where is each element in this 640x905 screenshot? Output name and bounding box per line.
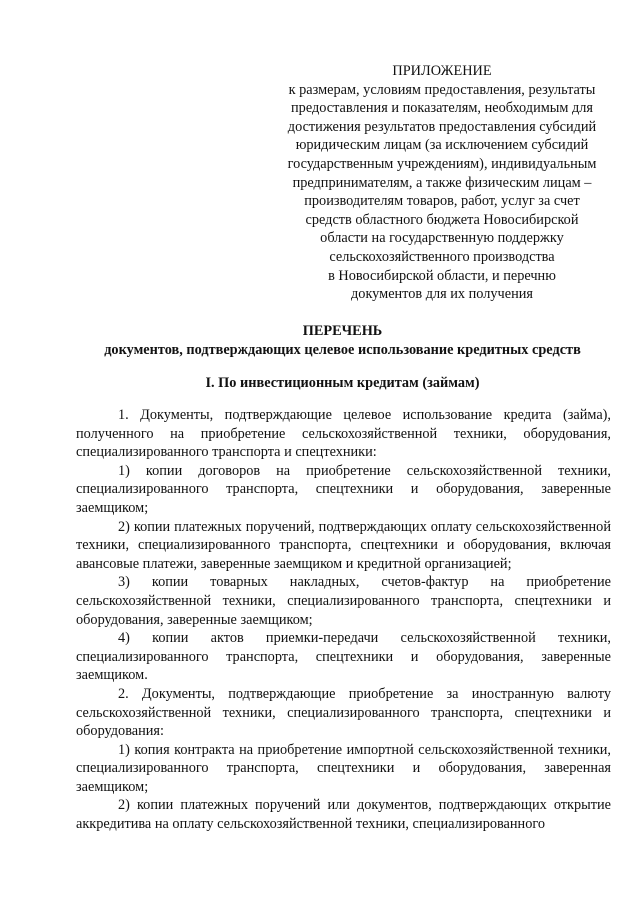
appendix-line: государственным учреждениям), индивидуальным (287, 155, 597, 172)
appendix-line: в Новосибирской области, и перечню (328, 267, 556, 284)
paragraph: 1) копии договоров на приобретение сельскохозяйственной техники, специализированного транспорта, спецтехники и оборудования, заверенные заемщиком; (76, 462, 611, 516)
appendix-line: юридическим лицам (за исключением субсидий (295, 137, 589, 154)
appendix-line: предоставления и показателям, необходимым для (291, 100, 593, 117)
document-body (76, 406, 611, 834)
heading-title: ПЕРЕЧЕНЬ (302, 323, 383, 339)
paragraph: 4) копии актов приемки-передачи сельскохозяйственной техники, специализированного транспорта, спецтехники и оборудования, заверенные заемщиком. (76, 630, 611, 684)
paragraph: 2) копии платежных поручений, подтверждающих оплату сельскохозяйственной техники, специализированного транспорта, спецтехники и оборудования, включая авансовые платежи, заверенные заемщиком и кредитной организацией; (76, 518, 611, 572)
appendix-line: к размерам, условиям предоставления, результаты (288, 81, 596, 98)
appendix-line: сельскохозяйственного производства (329, 248, 555, 265)
appendix-line: достижения результатов предоставления субсидий (287, 118, 597, 135)
paragraph: 3) копии товарных накладных, счетов-фактур на приобретение сельскохозяйственной техники, специализированного транспорта, спецтехники и оборудования, заверенные заемщиком; (76, 574, 611, 628)
heading-subtitle: документов, подтверждающих целевое использование кредитных средств (104, 341, 581, 358)
appendix-line: производителям товаров, работ, услуг за счет (304, 193, 580, 210)
section-title: I. По инвестиционным кредитам (займам) (205, 375, 480, 391)
appendix-title: ПРИЛОЖЕНИЕ (392, 63, 492, 79)
document-heading (60, 322, 625, 359)
paragraph: 2) копии платежных поручений или документов, подтверждающих открытие аккредитива на оплату сельскохозяйственной техники, специализированного (76, 797, 611, 833)
paragraph: 1. Документы, подтверждающие целевое использование кредита (займа), полученного на приобретение сельскохозяйственной техники, оборудования, специализированного транспорта и спецтехники: (76, 407, 611, 461)
paragraph: 1) копия контракта на приобретение импортной сельскохозяйственной техники, специализированного транспорта, спецтехники и оборудования, заверенная заемщиком; (76, 741, 611, 795)
appendix-line: области на государственную поддержку (320, 230, 564, 247)
appendix-line: средств областного бюджета Новосибирской (305, 211, 579, 228)
appendix-line: документов для их получения (351, 286, 533, 303)
appendix-line: предпринимателям, а также физическим лицам – (292, 174, 592, 191)
appendix-block (268, 62, 616, 304)
paragraph: 2. Документы, подтверждающие приобретение за иностранную валюту сельскохозяйственной техники, специализированного транспорта, спецтехники и оборудования: (76, 685, 611, 740)
